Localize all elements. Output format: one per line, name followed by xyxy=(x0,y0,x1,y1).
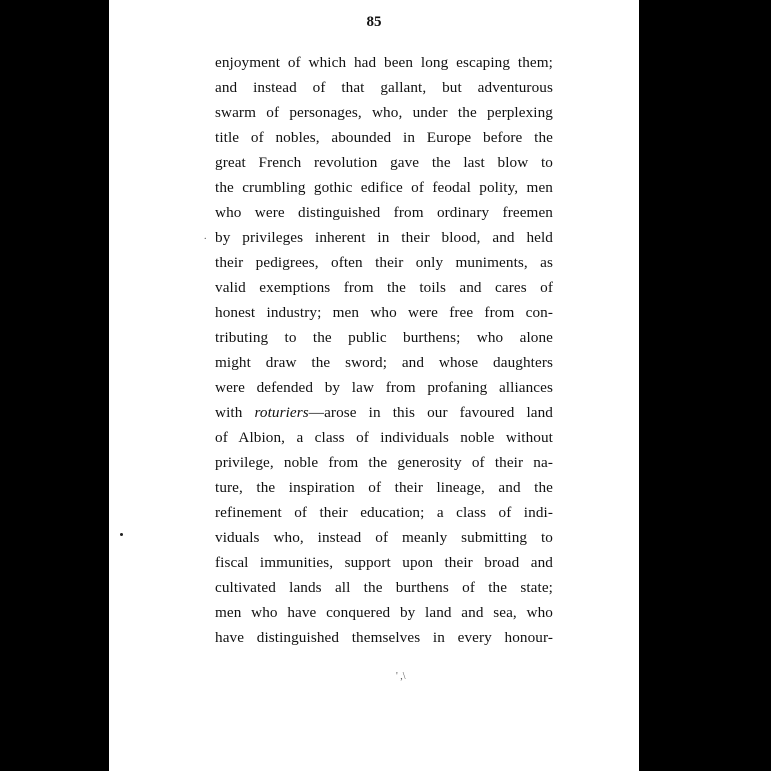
text-line: cultivated lands all the burthens of the state; xyxy=(215,579,553,596)
text-line: fiscal immunities, support upon their broad and xyxy=(215,554,553,571)
text-line: of Albion, a class of individuals noble without xyxy=(215,429,553,446)
text-line: by privileges inherent in their blood, and held xyxy=(215,229,553,246)
page-number: 85 xyxy=(366,14,382,30)
text-line: the crumbling gothic edifice of feodal polity, men xyxy=(215,179,553,196)
text-line: title of nobles, abounded in Europe before the xyxy=(215,129,553,146)
text-line-with-italic xyxy=(215,400,553,425)
text-line: tributing to the public burthens; who alone xyxy=(215,329,553,346)
text-line: ture, the inspiration of their lineage, and the xyxy=(215,479,553,496)
em-dash: — xyxy=(308,404,325,421)
book-page xyxy=(109,0,639,771)
margin-mark: . xyxy=(204,231,207,242)
text-line: were defended by law from profaning alliances xyxy=(215,379,553,396)
line-rest: arose in this our favoured land xyxy=(324,404,553,421)
text-line: have distinguished themselves in every honour- xyxy=(215,629,553,646)
text-line: swarm of personages, who, under the perplexing xyxy=(215,104,553,121)
text-line: might draw the sword; and whose daughters xyxy=(215,354,553,371)
text-line: privilege, noble from the generosity of their na- xyxy=(215,454,553,471)
text-line: and instead of that gallant, but adventurous xyxy=(215,79,553,96)
line-prefix: with xyxy=(215,404,243,421)
body-text xyxy=(215,50,553,650)
text-line: their pedigrees, often their only muniments, as xyxy=(215,254,553,271)
bottom-mark: ' ,\ xyxy=(396,671,406,682)
text-line: honest industry; men who were free from con- xyxy=(215,304,553,321)
text-line: valid exemptions from the toils and cares of xyxy=(215,279,553,296)
text-line: great French revolution gave the last blow to xyxy=(215,154,553,171)
text-line: who were distinguished from ordinary freemen xyxy=(215,204,553,221)
text-line: enjoyment of which had been long escaping them; xyxy=(215,54,553,71)
margin-dot xyxy=(120,533,123,536)
text-line: refinement of their education; a class of indi- xyxy=(215,504,553,521)
text-line: viduals who, instead of meanly submitting to xyxy=(215,529,553,546)
text-line: men who have conquered by land and sea, who xyxy=(215,604,553,621)
italic-word: roturiers xyxy=(254,404,309,421)
